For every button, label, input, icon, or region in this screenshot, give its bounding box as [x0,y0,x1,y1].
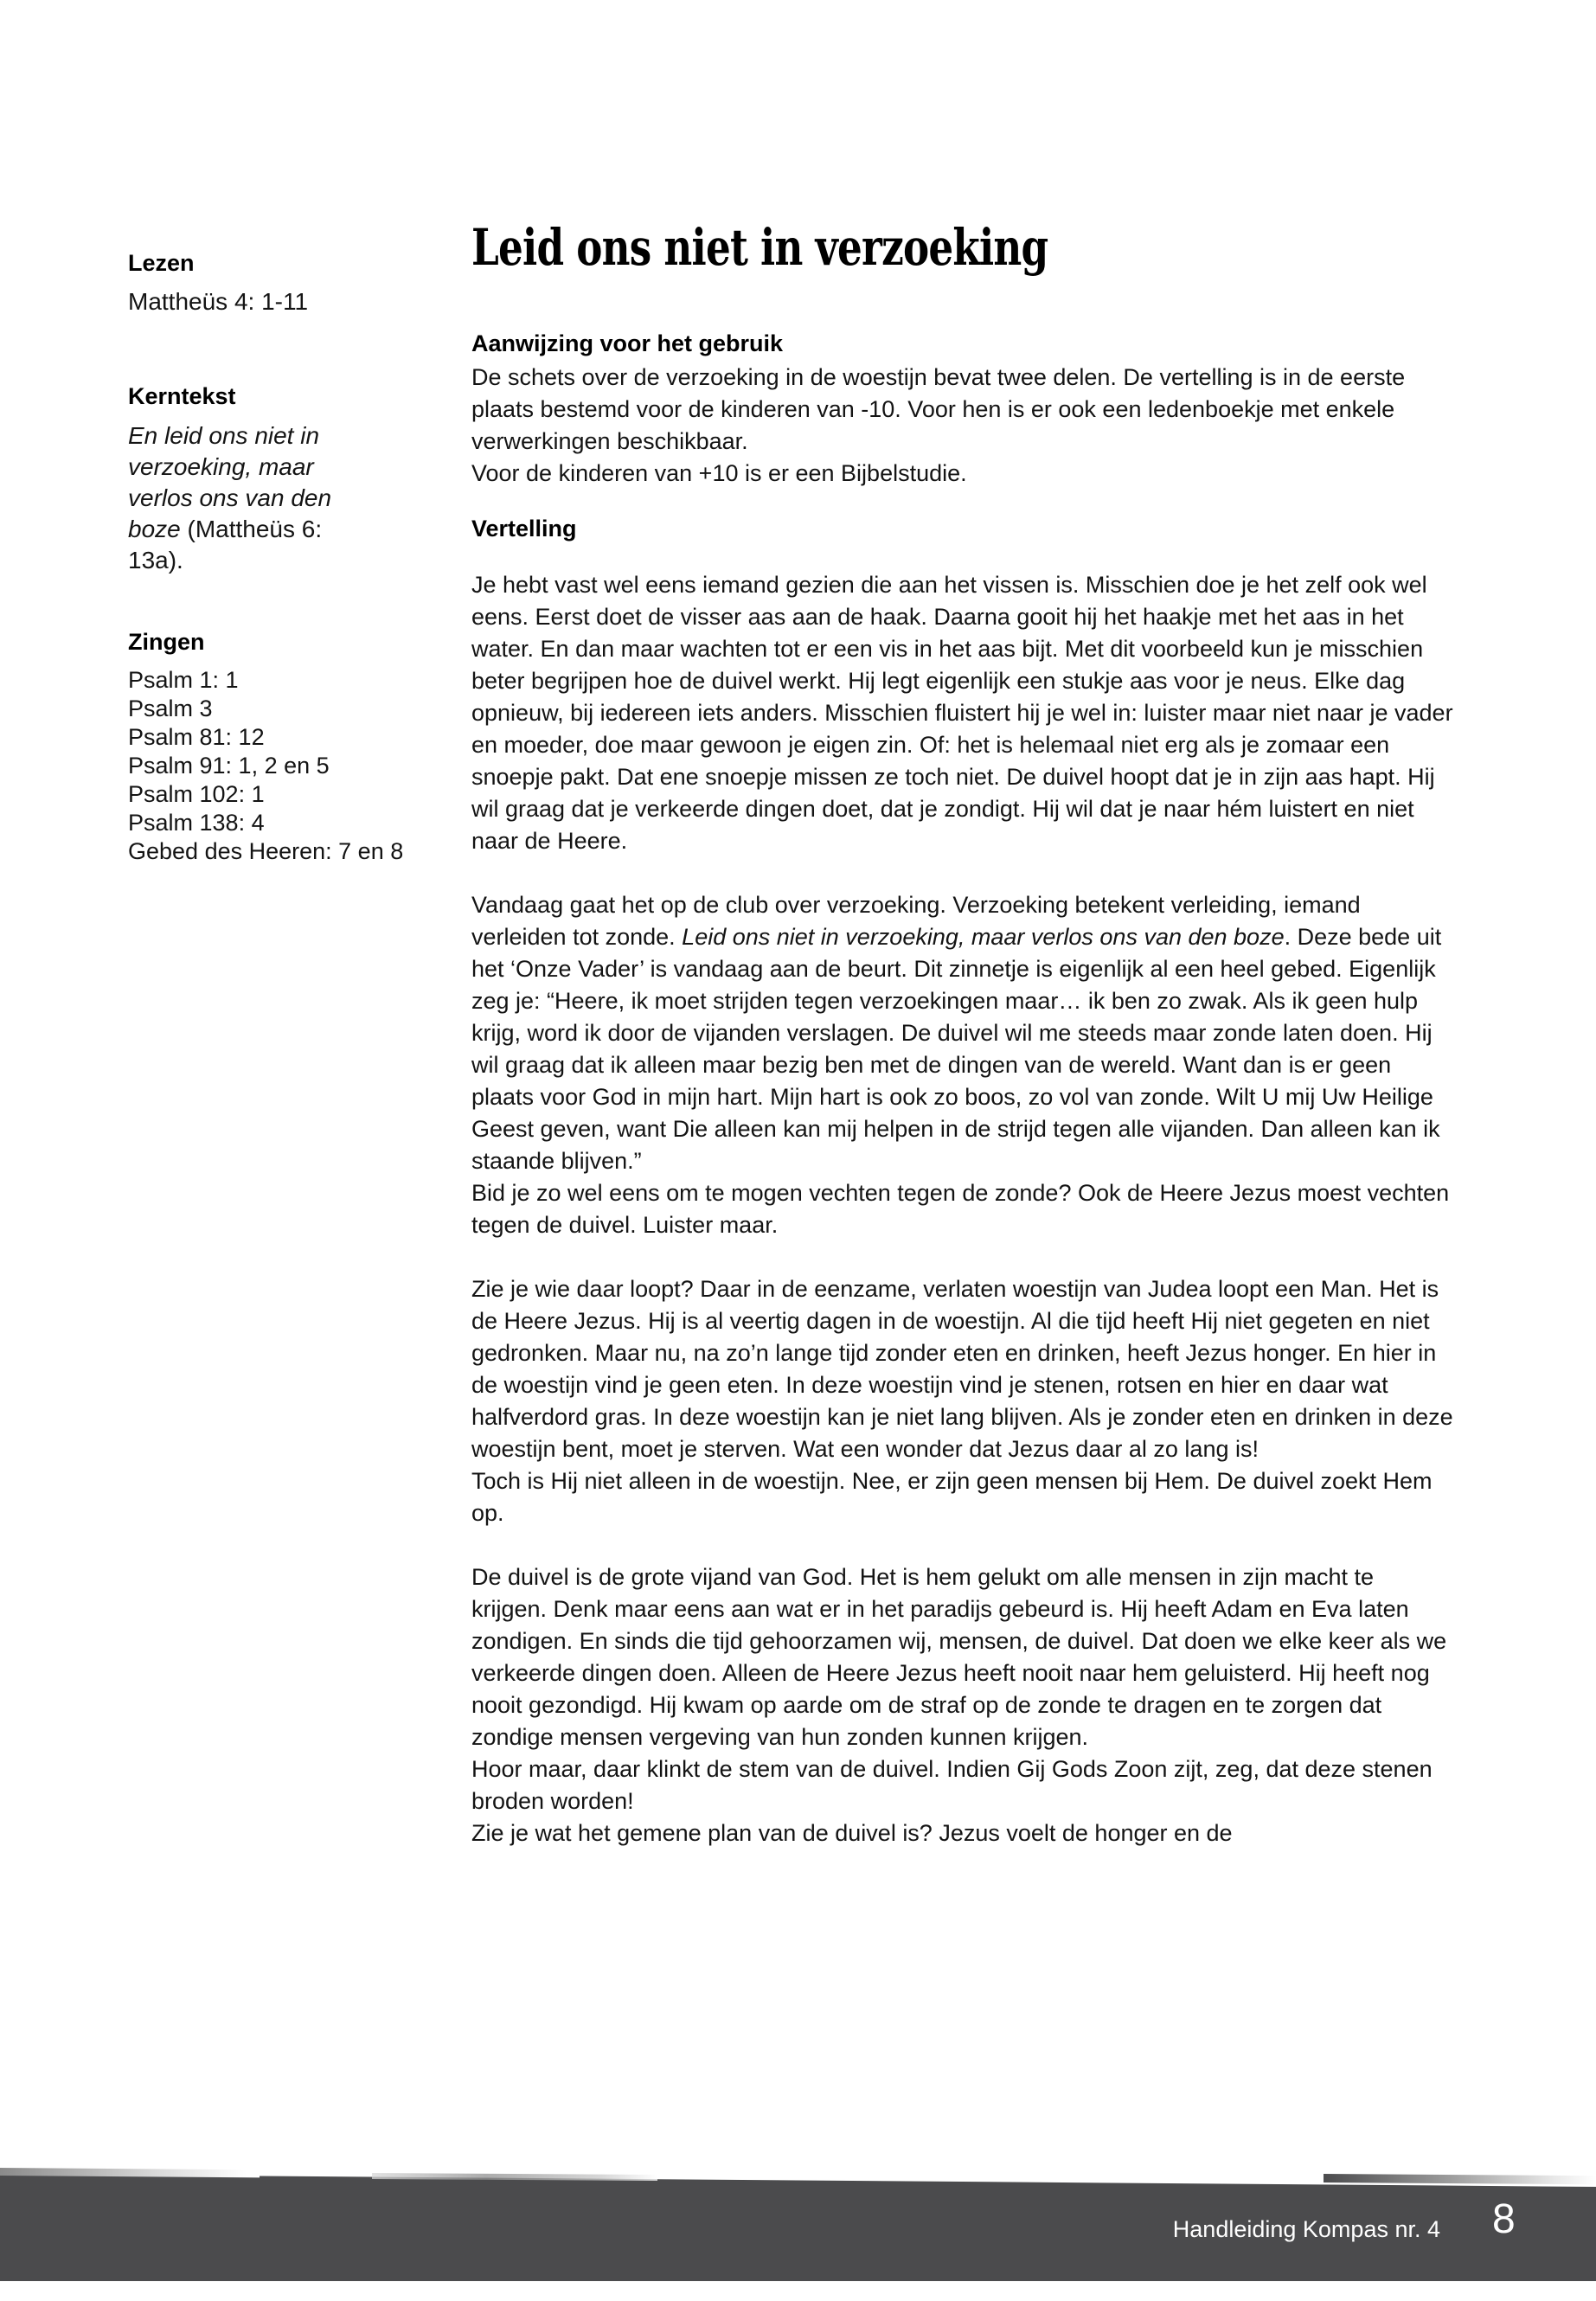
zingen-item: Psalm 1: 1 [128,667,239,693]
kerntekst-section [128,382,426,576]
zingen-item: Psalm 3 [128,695,213,721]
text-run: Vandaag gaat het op de club over verzoeking. Verzoeking betekent verleiding, iemand verleiden tot zonde. [471,892,1361,950]
kerntekst-reference: (Mattheüs 6: 13a). [128,516,323,574]
footer-highlight-right [1324,2174,1596,2184]
zingen-item: Psalm 102: 1 [128,781,265,807]
vertelling-heading: Vertelling [471,516,577,542]
zingen-item: Gebed des Heeren: 7 en 8 [128,838,404,864]
kerntekst-quote: En leid ons niet in verzoeking, maar verlos ons van den boze [128,422,332,542]
aanwijzing-paragraphs [471,362,1453,490]
text-run: De schets over de verzoeking in de woestijn bevat twee delen. De vertelling is in de eerste plaats bestemd voor de kinderen van -10. Voor hen is er ook een ledenboekje met enkele verwerkingen beschikbaar. Voor de kinderen van +10 is er een Bijbelstudie. [471,364,1406,486]
text-run: Je hebt vast wel eens iemand gezien die aan het vissen is. Misschien doe je het zelf ook wel eens. Eerst doet de visser aas aan de haak. Daarna gooit hij het haakje met het aas in het water. En dan maar wachten tot er een vis in het aas bijt. Met dit voorbeeld kun je misschien beter begrijpen hoe de duivel werkt. Hij legt eigenlijk een stukje aas voor je neus. Elke dag opnieuw, bij iedereen iets anders. Misschien fluistert hij je wel in: luister maar niet naar je vader en moeder, doe maar gewoon je eigen zin. Of: het is helemaal niet erg als je zomaar een snoepje pakt. Dat ene snoepje missen ze toch niet. De duivel hoopt dat je in zijn aas hapt. Hij wil graag dat je verkeerde dingen doet, dat je zondigt. Hij wil dat je naar hém luistert en niet naar de Heere. [471,572,1453,854]
zingen-item: Psalm 81: 12 [128,724,265,750]
aanwijzing-section [471,329,1453,490]
vertelling-section [471,514,1453,1849]
zingen-heading: Zingen [128,629,205,655]
zingen-list [128,666,426,866]
paragraph [471,1273,1453,1529]
main-content [471,218,1453,1849]
paragraph [471,889,1453,1241]
text-run: De duivel is de grote vijand van God. Het is hem gelukt om alle mensen in zijn macht te krijgen. Denk maar eens aan wat er in het paradijs gebeurd is. Hij heeft Adam en Eva laten zondigen. En sinds die tijd gehoorzamen wij, mensen, de duivel. Dat doen we elke keer als we verkeerde dingen doen. Alleen de Heere Jezus heeft nooit naar hem geluisterd. Hij heeft nog nooit gezondigd. Hij kwam op aarde om de straf op de zonde te dragen en te zorgen dat zondige mensen vergeving van hun zonden kunnen krijgen. Hoor maar, daar klinkt de stem van de duivel. Indien Gij Gods Zoon zijt, zeg, dat deze stenen broden worden! Zie je wat het gemene plan van de duivel is? Jezus voelt de honger en de [471,1564,1447,1846]
paragraph [471,1561,1453,1849]
page-number: 8 [1492,2196,1516,2242]
lezen-section [128,249,426,317]
page-title: Leid ons niet in verzoeking [471,218,1048,277]
kerntekst-heading: Kerntekst [128,383,236,409]
vertelling-paragraphs [471,569,1453,1849]
paragraph [471,569,1453,857]
zingen-section [128,628,426,866]
footer-label: Handleiding Kompas nr. 4 [1172,2216,1440,2242]
zingen-item: Psalm 138: 4 [128,810,265,836]
paragraph [471,362,1453,490]
sidebar [128,249,426,866]
italic-run: Leid ons niet in verzoeking, maar verlos ons van den boze [682,924,1285,950]
text-run: . Deze bede uit het ‘Onze Vader’ is vandaag aan de beurt. Dit zinnetje is eigenlijk al een heel gebed. Eigenlijk zeg je: “Heere, ik moet strijden tegen verzoekingen maar… ik ben zo zwak. Als ik geen hulp krijg, word ik door de vijanden verslagen. De duivel wil me steeds maar zonde laten doen. Hij wil graag dat ik alleen maar bezig ben met de dingen van de wereld. Want dan is er geen plaats voor God in mijn hart. Mijn hart is ook zo boos, zo vol van zonde. Wilt U mij Uw Heilige Geest geven, want Die alleen kan mij helpen in de strijd tegen alle vijanden. Dan alleen kan ik staande blijven.” Bid je zo wel eens om te mogen vechten tegen de zonde? Ook de Heere Jezus moest vechten tegen de duivel. Luister maar. [471,924,1450,1238]
text-run: Zie je wie daar loopt? Daar in de eenzame, verlaten woestijn van Judea loopt een Man. Het is de Heere Jezus. Hij is al veertig dagen in de woestijn. Al die tijd heeft Hij niet gegeten en niet gedronken. Maar nu, na zo’n lange tijd zonder eten en drinken, heeft Jezus honger. En hier in de woestijn vind je geen eten. In deze woestijn vind je stenen, rotsen en hier en daar wat halfverdord gras. In deze woestijn kan je niet lang blijven. Als je zonder eten en drinken in deze woestijn bent, moet je sterven. Wat een wonder dat Jezus daar al zo lang is! Toch is Hij niet alleen in de woestijn. Nee, er zijn geen mensen bij Hem. De duivel zoekt Hem op. [471,1276,1453,1526]
kerntekst-text [128,420,370,576]
lezen-heading: Lezen [128,250,195,276]
lezen-reference: Mattheüs 4: 1-11 [128,288,309,315]
zingen-item: Psalm 91: 1, 2 en 5 [128,753,330,779]
aanwijzing-heading: Aanwijzing voor het gebruik [471,330,784,356]
